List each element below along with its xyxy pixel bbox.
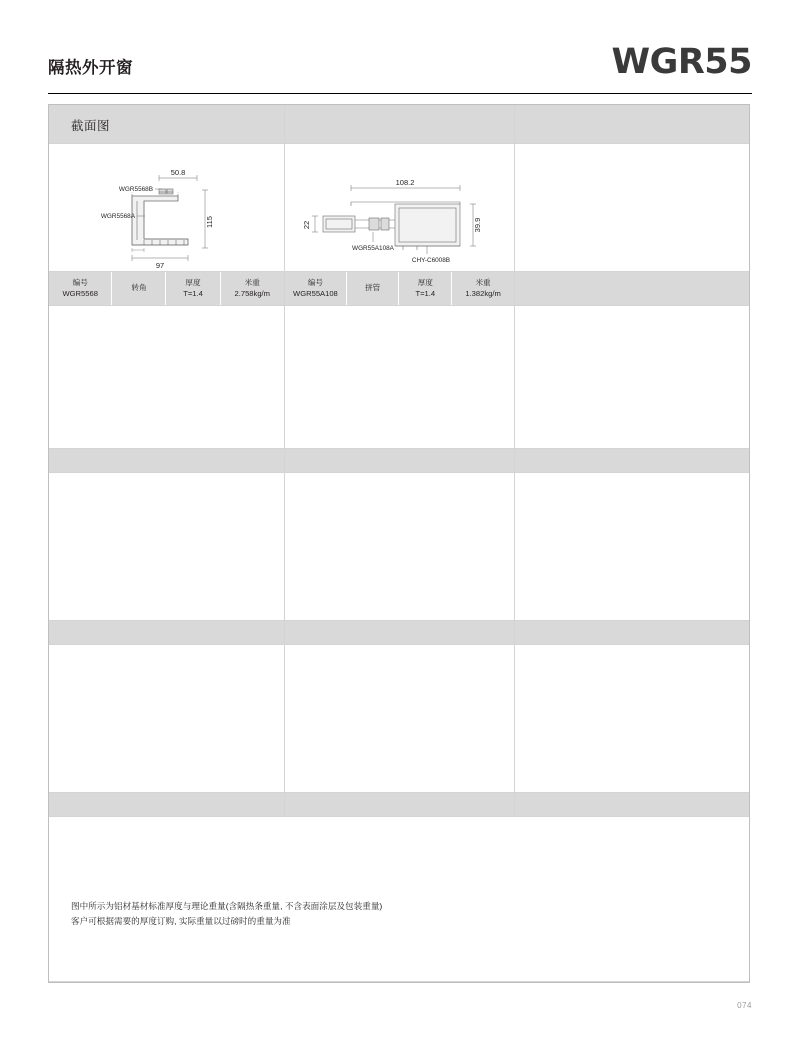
band-row-2	[49, 621, 749, 645]
dim-left-top: 50.8	[170, 168, 186, 177]
svg-text:97: 97	[155, 261, 165, 270]
profile-table	[48, 104, 750, 983]
spec-thickness-middle	[399, 272, 452, 305]
drawing-cell-right	[515, 144, 749, 272]
drawing-cell-left	[49, 144, 285, 272]
spec-weight-left	[221, 272, 284, 305]
band-cell-3c	[515, 793, 749, 817]
band-cell-1c	[515, 449, 749, 473]
empty-cell-2b	[285, 473, 515, 621]
section-label-cell	[49, 105, 285, 144]
table-header-row	[49, 105, 749, 144]
svg-text:CHY-C6008B: CHY-C6008B	[411, 257, 451, 264]
band-cell-2a	[49, 621, 285, 645]
spec-group-middle	[285, 272, 515, 306]
spec-no-middle	[285, 272, 347, 305]
band-cell-1b	[285, 449, 515, 473]
spec-weight-header-left: 米重	[244, 278, 260, 288]
empty-row-3	[49, 645, 749, 793]
notes-cell	[49, 817, 749, 982]
spec-weight-header-middle: 米重	[475, 278, 491, 288]
notes-block	[71, 899, 382, 929]
page-title: 隔热外开窗	[48, 59, 133, 77]
empty-cell-2a	[49, 473, 285, 621]
page-header	[48, 42, 752, 88]
section-label: 截面图	[71, 119, 111, 133]
drawing-cell-middle	[285, 144, 515, 272]
spec-no-value-middle: WGR55A108	[293, 288, 338, 298]
band-cell-2c	[515, 621, 749, 645]
header-divider	[48, 93, 752, 94]
note-line-1: 图中所示为铝材基材标准厚度与理论重量(含隔热条重量, 不含表面涂层及包装重量)	[71, 900, 383, 911]
empty-cell-2c	[515, 473, 749, 621]
svg-text:39.9: 39.9	[473, 217, 482, 233]
spec-type-value-middle: 拼管	[365, 283, 381, 293]
profile-drawing-mullion	[285, 144, 514, 271]
spec-group-left	[49, 272, 285, 306]
header-cell-3	[515, 105, 749, 144]
drawings-row	[49, 144, 749, 272]
spec-no-value-left: WGR5568	[62, 288, 98, 298]
empty-row-1	[49, 306, 749, 449]
spec-group-right	[515, 272, 749, 306]
spec-weight-value-middle: 1.382kg/m	[465, 288, 501, 298]
spec-weight-middle	[452, 272, 514, 305]
svg-text:WGR5568A: WGR5568A	[100, 213, 135, 220]
band-row-1	[49, 449, 749, 473]
spec-thickness-header-left: 厚度	[185, 278, 201, 288]
empty-cell-3c	[515, 645, 749, 793]
svg-text:22: 22	[302, 220, 311, 230]
spec-type-left	[112, 272, 166, 305]
spec-type-value-left: 转角	[131, 283, 147, 293]
band-cell-3b	[285, 793, 515, 817]
spec-no-header-left: 编号	[72, 278, 88, 288]
spec-weight-value-left: 2.758kg/m	[234, 288, 270, 298]
spec-thickness-value-left: T=1.4	[183, 288, 203, 298]
svg-text:108.2: 108.2	[395, 178, 415, 187]
empty-cell-3b	[285, 645, 515, 793]
spec-row	[49, 272, 749, 306]
band-cell-2b	[285, 621, 515, 645]
svg-text:WGR55A108A: WGR55A108A	[352, 245, 394, 252]
svg-text:115: 115	[205, 216, 214, 228]
empty-row-2	[49, 473, 749, 621]
band-cell-3a	[49, 793, 285, 817]
band-cell-1a	[49, 449, 285, 473]
spec-thickness-header-middle: 厚度	[417, 278, 433, 288]
empty-cell-3a	[49, 645, 285, 793]
spec-thickness-value-middle: T=1.4	[415, 288, 436, 298]
band-row-3	[49, 793, 749, 817]
empty-cell-1b	[285, 306, 515, 449]
notes-row	[49, 817, 749, 982]
empty-cell-1a	[49, 306, 285, 449]
svg-text:WGR5568B: WGR5568B	[118, 186, 153, 193]
header-cell-2	[285, 105, 515, 144]
series-code: WGR55	[611, 42, 752, 82]
note-line-2: 客户可根据需要的厚度订购, 实际重量以过磅时的重量为准	[71, 915, 291, 926]
spec-thickness-left	[166, 272, 220, 305]
profile-drawing-corner	[49, 144, 284, 271]
spec-no-left	[49, 272, 112, 305]
spec-type-middle	[347, 272, 400, 305]
empty-cell-1c	[515, 306, 749, 449]
spec-no-header-middle: 编号	[307, 278, 323, 288]
page-number: 074	[737, 1001, 752, 1010]
